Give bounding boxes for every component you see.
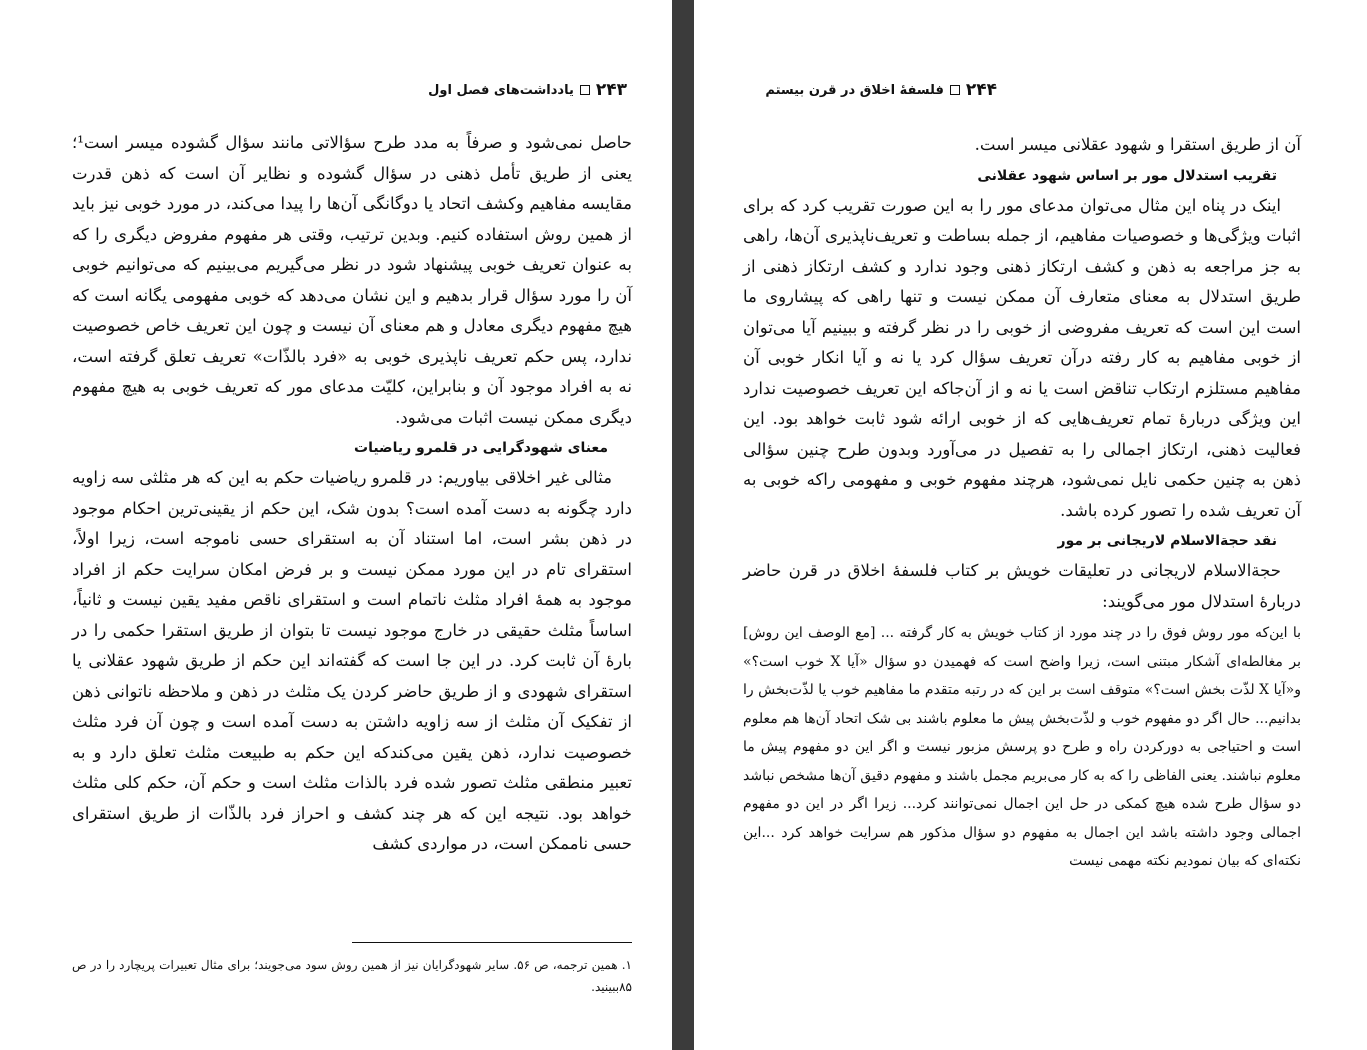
page-body [72,128,632,860]
page-number: ۲۴۴ [965,80,997,100]
book-gutter [672,0,694,1050]
running-title: فلسفهٔ اخلاق در قرن بیستم [765,82,944,98]
section-heading: معنای شهودگرایی در قلمرو ریاضیات [354,440,608,456]
page-header [428,80,627,100]
running-title: یادداشت‌های فصل اول [428,82,574,98]
body-paragraph: مثالی غیر اخلاقی بیاوریم: در قلمرو ریاضیات حکم به این که هر مثلثی سه زاویه دارد چگونه به دست آمده است؟ بدون شک، این حکم از یقینی‌ترین احکام موجود در ذهن بشر است، اما استناد آن به استقرای حسی ناموجه است، زیرا اولاً، استقرای تام در این مورد ممکن نیست و بر فرض امکان سرایت حکم از افراد موجود به همهٔ افراد مثلث ناتمام است و استقرای ناقص مفید یقین نیست و ثانیاً، اساساً مثلث حقیقی در خارج موجود نیست تا بتوان از طریق استقرا حکمی را در بارهٔ آن ثابت کرد. در این جا است که گفته‌اند این حکم از طریق شهود عقلانی یا استقرای شهودی و از طریق حاضر کردن یک مثلث در ذهن و ملاحظه ناتوانی ذهن از تفکیک آن مثلث از سه زاویه داشتن به دست آمده است و چون آن فرد مثلث خصوصیت ندارد، ذهن یقین می‌کندکه این حکم به طبیعت مثلث تعلق دارد و به تعبیر منطقی مثلث تصور شده فرد بالذات مثلث است و حکم آن، حکم کلی مثلث خواهد بود. نتیجه این که هر چند کشف و احراز فرد بالذّات از طریق استقرای حسی ناممکن است، در مواردی کشف [72,468,632,853]
square-bullet-icon [950,85,960,95]
page-number: ۲۴۳ [595,80,627,100]
section-heading: نقد حجةالاسلام لاریجانی بر مور [1057,533,1277,549]
body-paragraph: حاصل نمی‌شود و صرفاً به مدد طرح سؤالاتی مانند سؤال گشوده میسر است¹؛ یعنی از طریق تأمل ذهنی در سؤال گشوده و نظایر آن است که ذهن قدرت مقایسه مفاهیم وکشف اتحاد یا دوگانگی آن‌ها را پیدا می‌کند، در مورد خوبی نیز باید از همین روش استفاده کنیم. وبدین ترتیب، وقتی هر مفهوم مفروض دیگری را که به عنوان تعریف خوبی پیشنهاد شود در نظر می‌گیریم می‌بینیم که می‌توانیم خوبی آن را مورد سؤال قرار بدهیم و این نشان می‌دهد که خوبی مفهومی یگانه است که هیچ مفهوم دیگری معادل و هم معنای آن نیست و چون این تعریف خاص خصوصیت ندارد، پس حکم تعریف ناپذیری خوبی به «فرد بالذّات» تعریف تعلق گرفته است، نه به افراد موجود آن و بنابراین، کلیّت مدعای مور که تعریف خوبی به هیچ مفهوم دیگری ممکن نیست اثبات می‌شود. [72,133,632,427]
right-page [694,0,1367,1050]
square-bullet-icon [580,85,590,95]
left-page [0,0,672,1050]
body-paragraph: اینک در پناه این مثال می‌توان مدعای مور را به این صورت تقریب کرد که برای اثبات ویژگی‌ها و خصوصیات مفاهیم، از جمله بساطت و تعریف‌ناپذیری آن‌ها، راهی به جز مراجعه به ذهن و کشف ارتکاز ذهنی وجود ندارد و کشف ارتکاز ذهنی از طریق استدلال به معنای متعارف آن ممکن نیست و تنها راهی که پیشاروی ما است این است که تعریف مفروضی از خوبی را در نظر گرفته و ببینیم آیا می‌توان از خوبی مفاهیم به کار رفته درآن تعریف سؤال کرد یا نه و آیا انکار خوبی آن مفاهیم مستلزم ارتکاب تناقض است یا نه و از آن‌جاکه این تعریف خصوصیت ندارد این ویژگی دربارهٔ تمام تعریف‌هایی که از خوبی ارائه شود ثابت خواهد بود. این فعالیت ذهنی، ارتکاز اجمالی را به تفصیل در می‌آورد وبدون طرح چنین سؤالی ذهن به چنین حکمی نایل نمی‌شود، هرچند مفهوم خوبی و مفهومی راکه خوبی به آن تعریف شده را تصور کرده باشد. [743,195,1301,520]
page-header [765,80,997,100]
page-body [743,130,1301,876]
block-quote: با این‌که مور روش فوق را در چند مورد از کتاب خویش به کار گرفته ... [مع الوصف این روش] بر مغالطه‌ای آشکار مبتنی است، زیرا واضح است که فهمیدن دو سؤال «آیا X خوب است؟» و«آیا X لذّت بخش است؟» متوقف است بر این که در رتبه متقدم ما مفاهیم خوب یا لذّت‌بخش را بدانیم... حال اگر دو مفهوم خوب و لذّت‌بخش پیش ما معلوم باشند بی شک اتحاد آن‌ها هم معلوم است و احتیاجی به دورکردن راه و طرح دو پرسش مزبور نیست و اگر این دو مفهوم پیش ما معلوم نباشند. یعنی الفاظی را که به کار می‌بریم مجمل باشند و مفهوم دقیق آن‌ها مشخص نباشد دو سؤال طرح شده هیچ کمکی در حل این اجمال نمی‌توانند کرد... زیرا اگر در این دو مفهوم اجمالی وجود داشته باشد این اجمال به مفهوم دو سؤال مذکور هم سرایت خواهد کرد ...این نکته‌ای که بیان نمودیم نکته مهمی نیست [743,625,1301,869]
footnote-divider [352,942,632,943]
section-heading: تقریب استدلال مور بر اساس شهود عقلانی [977,167,1277,184]
body-paragraph: حجةالاسلام لاریجانی در تعلیقات خویش بر کتاب فلسفهٔ اخلاق در قرن حاضر دربارهٔ استدلال مور می‌گویند: [743,561,1301,611]
body-paragraph: آن از طریق استقرا و شهود عقلانی میسر است. [974,135,1301,154]
footnote: ۱. همین ترجمه، ص ۵۶. سایر شهودگرایان نیز از همین روش سود می‌جویند؛ برای مثال تعبیرات پریچارد را در ص ۸۵ببینید. [72,958,632,994]
